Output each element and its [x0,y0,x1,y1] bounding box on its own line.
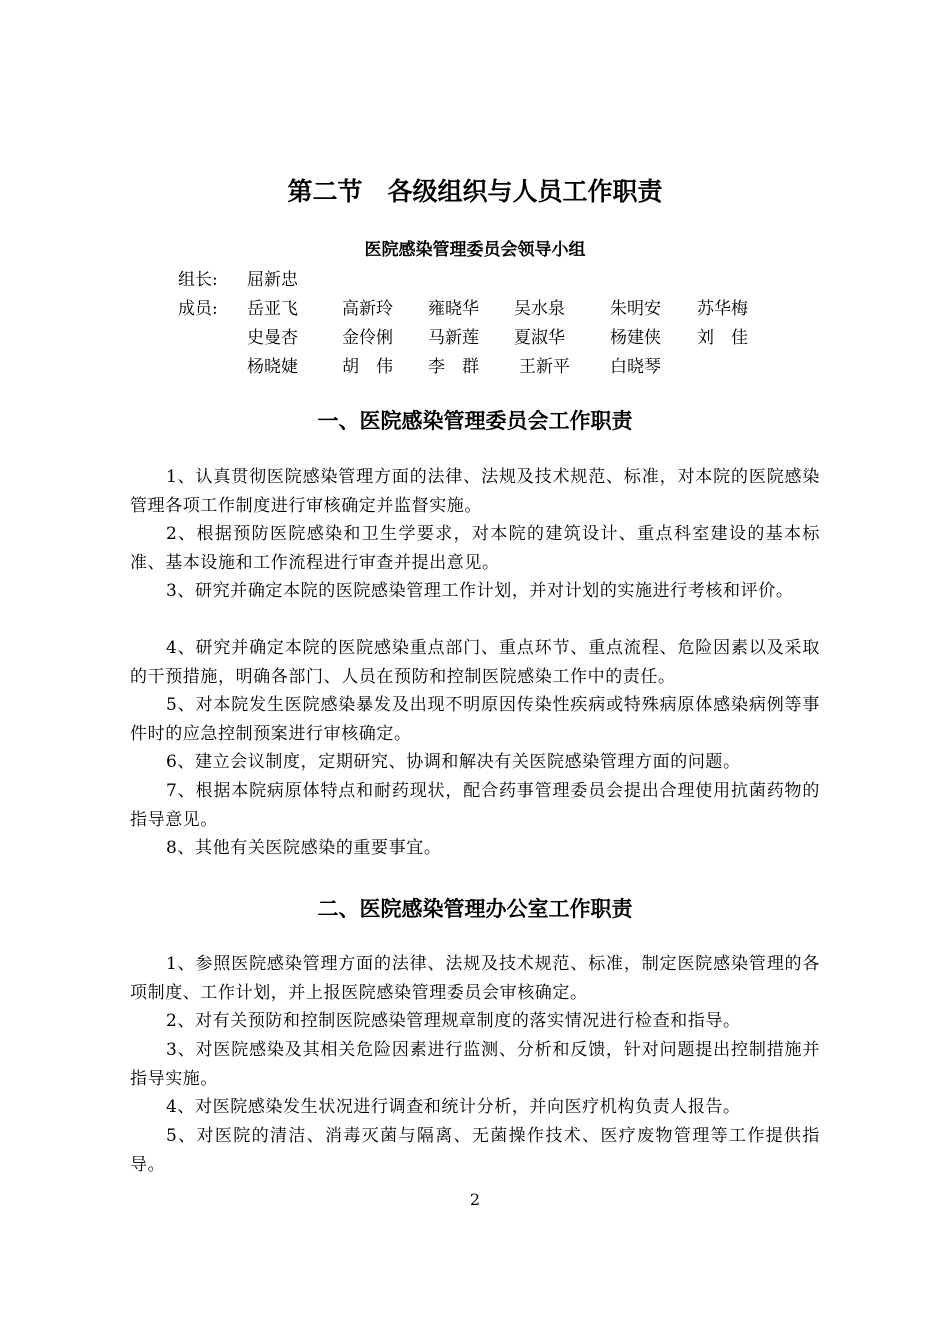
paragraph: 6、建立会议制度，定期研究、协调和解决有关医院感染管理方面的问题。 [166,752,741,772]
paragraph: 5、对本院发生医院感染暴发及出现不明原因传染性疾病或特殊病原体感染病例等事件时的应急控制预案进行审核确定。 [130,695,820,744]
member-name: 李 群 [428,357,479,377]
section-heading: 二、医院感染管理办公室工作职责 [317,897,633,921]
paragraph: 3、研究并确定本院的医院感染管理工作计划，并对计划的实施进行考核和评价。 [166,581,794,601]
member-name: 刘 佳 [697,328,748,348]
paragraph: 8、其他有关医院感染的重要事宜。 [166,838,442,858]
member-name: 高新玲 [342,299,393,319]
paragraph: 1、参照医院感染管理方面的法律、法规及技术规范、标准，制定医院感染管理的各项制度、工作计划，并上报医院感染管理委员会审核确定。 [130,954,820,1003]
member-name: 岳亚飞 [247,299,298,319]
paragraph: 4、研究并确定本院的医院感染重点部门、重点环节、重点流程、危险因素以及采取的干预措施，明确各部门、人员在预防和控制医院感染工作中的责任。 [130,638,820,687]
page-title: 第二节 各级组织与人员工作职责 [287,177,663,206]
group-title: 医院感染管理委员会领导小组 [364,240,586,260]
member-name: 马新莲 [428,328,479,348]
member-name: 雍晓华 [428,299,479,319]
member-name: 杨建侠 [610,328,661,348]
page-number: 2 [469,1190,481,1209]
paragraph: 2、根据预防医院感染和卫生学要求，对本院的建筑设计、重点科室建设的基本标准、基本设施和工作流程进行审查并提出意见。 [130,524,820,573]
member-name: 杨晓婕 [247,357,298,377]
member-name: 王新平 [519,357,570,377]
member-name: 吴水泉 [514,299,565,319]
member-name: 朱明安 [610,299,661,319]
member-name: 苏华梅 [697,299,748,319]
paragraph: 2、对有关预防和控制医院感染管理规章制度的落实情况进行检查和指导。 [166,1011,741,1031]
member-name: 白晓琴 [610,357,661,377]
member-name: 胡 伟 [342,357,393,377]
paragraph: 1、认真贯彻医院感染管理方面的法律、法规及技术规范、标准，对本院的医院感染管理各项工作制度进行审核确定并监督实施。 [130,467,820,516]
leader-label: 组长: [178,270,218,290]
leader-name: 屈新忠 [247,270,298,290]
member-name: 史曼杏 [247,328,298,348]
member-name: 夏淑华 [514,328,565,348]
paragraph: 3、对医院感染及其相关危险因素进行监测、分析和反馈，针对问题提出控制措施并指导实施。 [130,1040,820,1089]
section-heading: 一、医院感染管理委员会工作职责 [317,409,633,433]
paragraph: 5、对医院的清洁、消毒灭菌与隔离、无菌操作技术、医疗废物管理等工作提供指导。 [130,1126,820,1175]
paragraph: 7、根据本院病原体特点和耐药现状，配合药事管理委员会提出合理使用抗菌药物的指导意见。 [130,781,820,830]
paragraph: 4、对医院感染发生状况进行调查和统计分析，并向医疗机构负责人报告。 [166,1097,741,1117]
member-name: 金伶俐 [342,328,393,348]
members-label: 成员: [178,299,218,319]
